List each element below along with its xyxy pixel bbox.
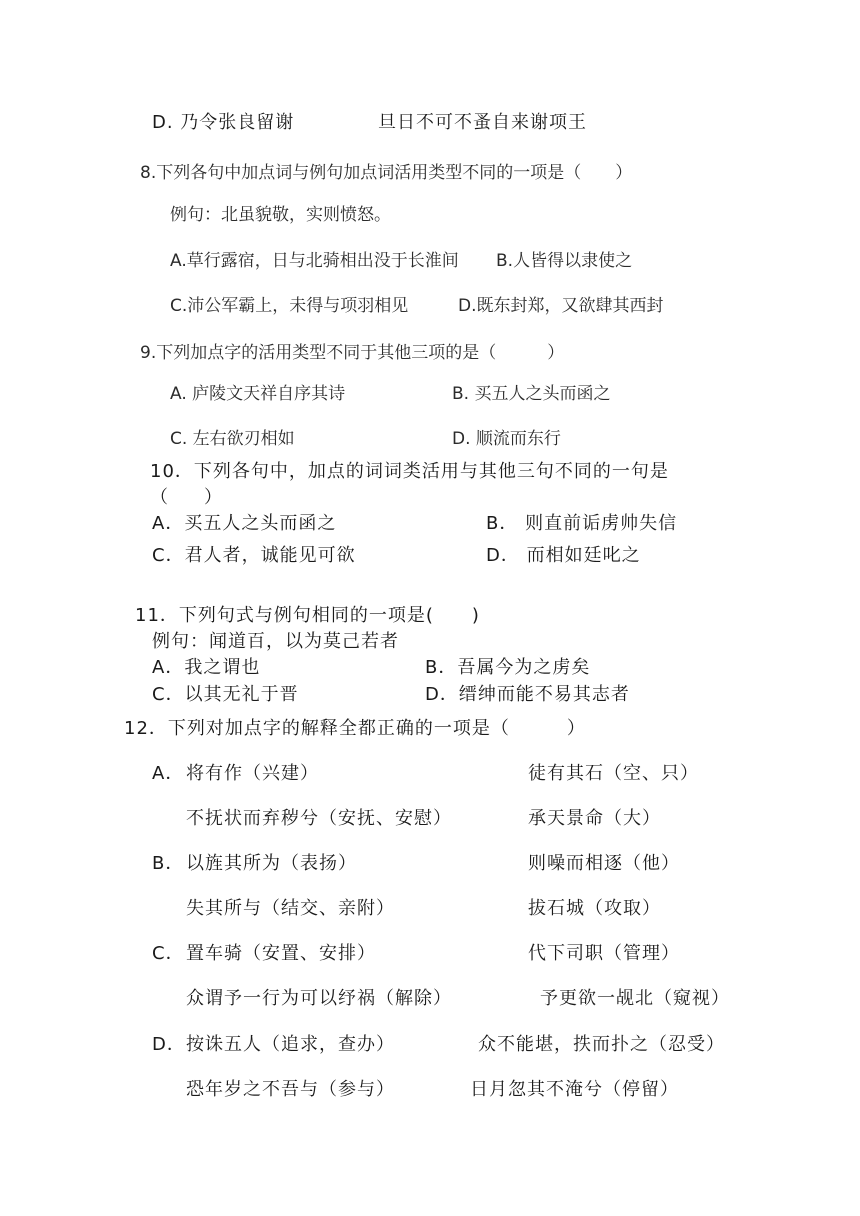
q8-option-a: A.草行露宿，日与北骑相出没于长淮间: [170, 251, 459, 271]
q12-c2: 代下司职（管理）: [528, 943, 680, 964]
q12-b2: 则噪而相逐（他）: [528, 853, 680, 874]
q11-option-c: C．以其无礼于晋: [152, 684, 299, 705]
q8-example: 例句：北虽貌敬，实则愤怒。: [170, 205, 391, 225]
q10-option-b: B． 则直前诟虏帅失信: [486, 513, 678, 534]
q12-a3: 不抚状而弃秽兮（安抚、安慰）: [186, 808, 452, 829]
q11-option-b: B．吾属今为之虏矣: [425, 657, 591, 678]
q12-a1: 将有作（兴建）: [186, 763, 319, 784]
q12-c1: 置车骑（安置、安排）: [186, 943, 376, 964]
q7-option-d-left: D. 乃令张良留谢: [152, 112, 295, 133]
q12-stem: 12．下列对加点字的解释全都正确的一项是（ ）: [124, 718, 586, 739]
q12-d-label: D．: [152, 1034, 186, 1055]
q7-option-d-right: 旦日不可不蚤自来谢项王: [378, 112, 587, 133]
q8-option-c: C.沛公军霸上，未得与项羽相见: [170, 296, 409, 316]
q12-b-label: B．: [152, 853, 185, 874]
q12-c-label: C．: [152, 943, 185, 964]
q12-d1: 按诛五人（追求，查办）: [186, 1034, 395, 1055]
q12-d3: 恐年岁之不吾与（参与）: [186, 1079, 395, 1100]
q9-option-d: D. 顺流而东行: [452, 429, 561, 449]
q8-option-b: B.人皆得以隶使之: [496, 251, 633, 271]
q12-b1: 以旌其所为（表扬）: [186, 853, 357, 874]
q12-a4: 承天景命（大）: [528, 808, 661, 829]
q12-c3: 众谓予一行为可以纾祸（解除）: [186, 988, 452, 1009]
q11-option-d: D．缙绅而能不易其志者: [425, 684, 630, 705]
q11-stem: 11．下列句式与例句相同的一项是( ): [135, 605, 480, 626]
q9-option-a: A. 庐陵文天祥自序其诗: [170, 384, 346, 404]
q12-a2: 徒有其石（空、只）: [528, 763, 699, 784]
q10-option-a: A．买五人之头而函之: [152, 513, 337, 534]
q9-option-b: B. 买五人之头而函之: [452, 384, 611, 404]
q12-b4: 拔石城（攻取）: [528, 898, 661, 919]
q8-option-d: D.既东封郑，又欲肆其西封: [458, 296, 664, 316]
q12-d4: 日月忽其不淹兮（停留）: [470, 1079, 679, 1100]
q12-a-label: A．: [152, 763, 185, 784]
q10-option-d: D． 而相如廷叱之: [486, 545, 641, 566]
q10-option-c: C．君人者，诚能见可欲: [152, 545, 356, 566]
q9-option-c: C. 左右欲刃相如: [170, 429, 295, 449]
q12-d2: 众不能堪，抶而扑之（忍受）: [478, 1034, 725, 1055]
q12-b3: 失其所与（结交、亲附）: [186, 898, 395, 919]
q11-example: 例句：闻道百，以为莫己若者: [152, 631, 399, 652]
q10-stem-line1: 10．下列各句中，加点的词词类活用与其他三句不同的一句是: [150, 461, 669, 482]
q12-c4: 予更欲一觇北（窥视）: [540, 988, 730, 1009]
q11-option-a: A．我之谓也: [152, 657, 261, 678]
q8-stem: 8.下列各句中加点词与例句加点词活用类型不同的一项是（ ）: [140, 163, 633, 183]
q9-stem: 9.下列加点字的活用类型不同于其他三项的是（ ）: [140, 343, 565, 363]
q10-stem-line2: （ ）: [150, 487, 222, 508]
